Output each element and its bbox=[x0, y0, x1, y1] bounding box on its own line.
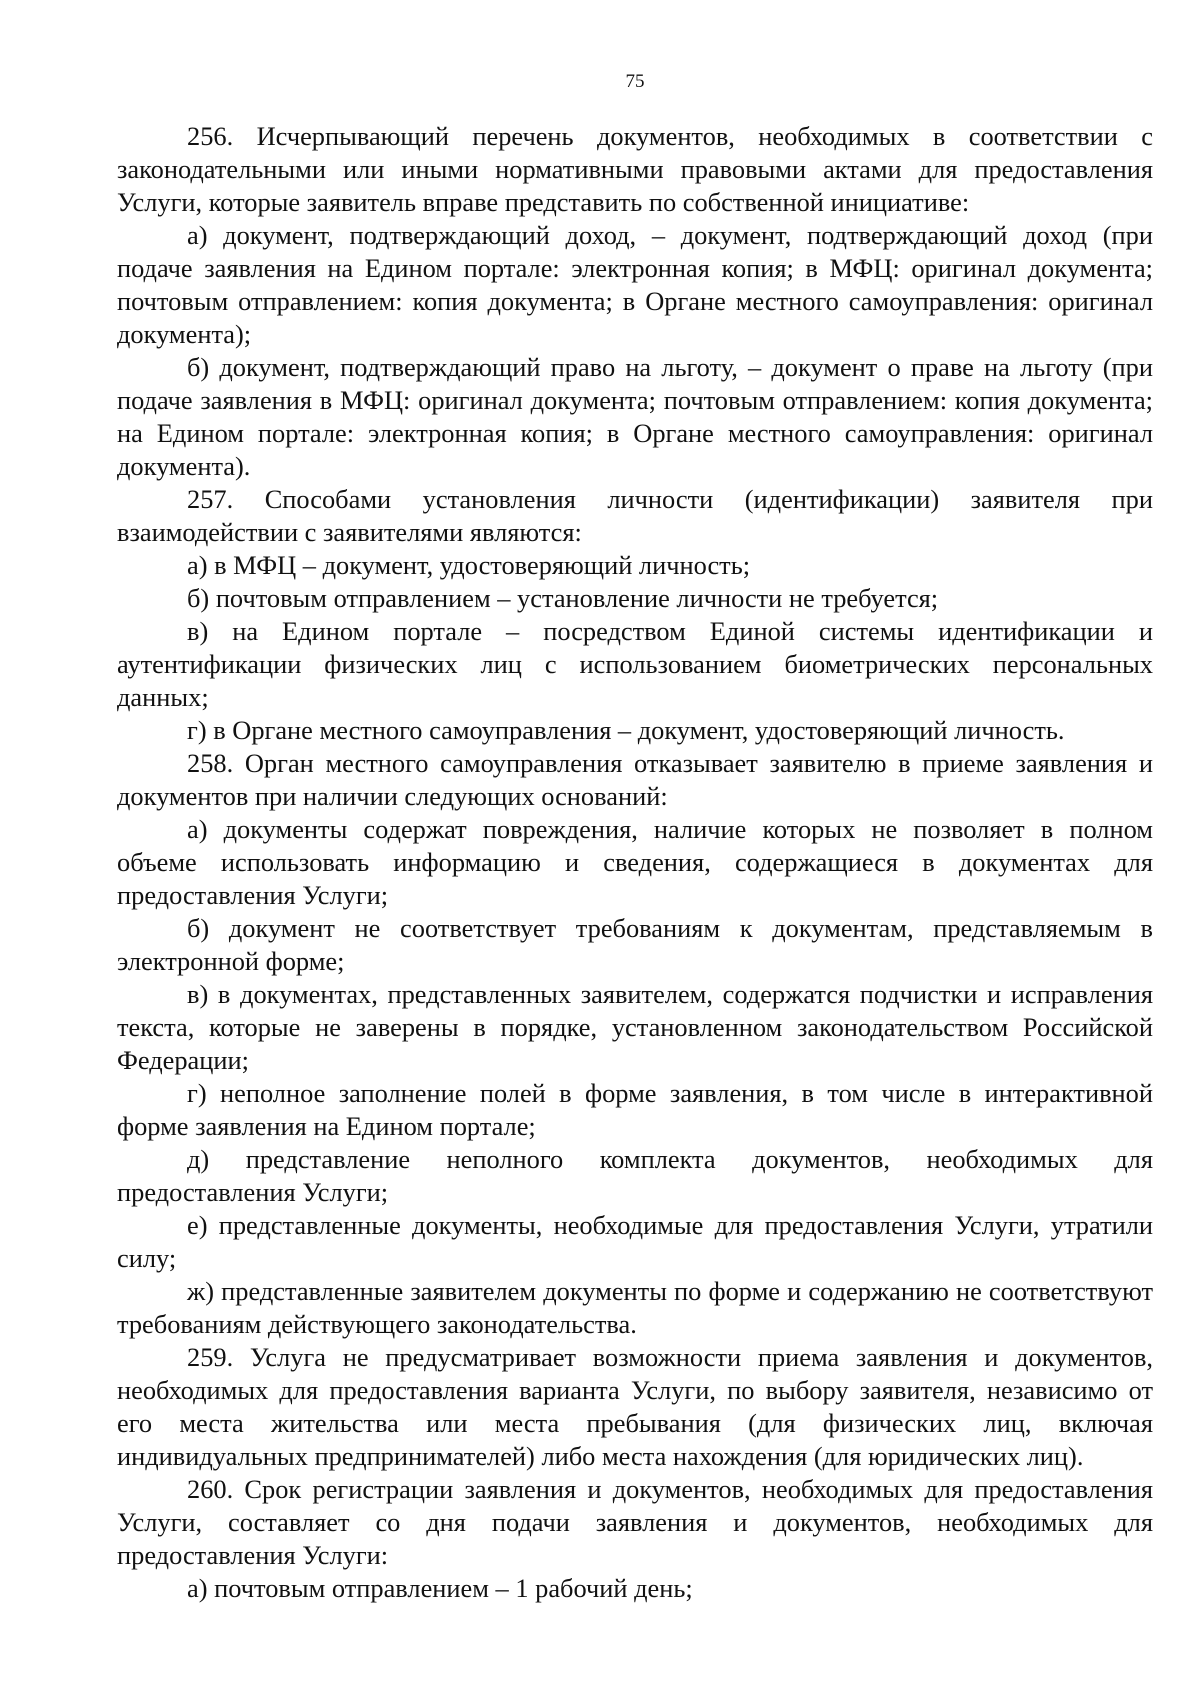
list-item-258-a: а) документы содержат повреждения, наличие которых не позволяет в полном объеме использовать информацию и сведения, содержащиеся в документах для предоставления Услуги; bbox=[117, 814, 1153, 910]
list-item-257-g: г) в Органе местного самоуправления – документ, удостоверяющий личность. bbox=[187, 715, 1065, 745]
list-item-256-b: б) документ, подтверждающий право на льготу, – документ о праве на льготу (при подаче заявления в МФЦ: оригинал документа; почтовым отправлением: копия документа; на Едином портале: электронная копия; в Органе местного самоуправления: оригинал документа). bbox=[117, 352, 1153, 481]
page-number: 75 bbox=[625, 71, 645, 92]
list-item-258-e: е) представленные документы, необходимые для предоставления Услуги, утратили силу; bbox=[117, 1210, 1153, 1273]
list-item-260-a: а) почтовым отправлением – 1 рабочий день; bbox=[187, 1573, 693, 1603]
list-item-256-a: а) документ, подтверждающий доход, – документ, подтверждающий доход (при подаче заявления на Едином портале: электронная копия; в МФЦ: оригинал документа; почтовым отправлением: копия документа; в Органе местного самоуправления: оригинал документа); bbox=[117, 220, 1153, 349]
paragraph-260: 260. Срок регистрации заявления и документов, необходимых для предоставления Услуги, составляет со дня подачи заявления и документов, необходимых для предоставления Услуги: bbox=[117, 1474, 1153, 1570]
list-item-258-v: в) в документах, представленных заявителем, содержатся подчистки и исправления текста, которые не заверены в порядке, установленном законодательством Российской Федерации; bbox=[117, 979, 1153, 1075]
list-item-258-g: г) неполное заполнение полей в форме заявления, в том числе в интерактивной форме заявления на Едином портале; bbox=[117, 1078, 1153, 1141]
list-item-258-zh: ж) представленные заявителем документы по форме и содержанию не соответствуют требованиям действующего законодательства. bbox=[117, 1276, 1153, 1339]
list-item-257-a: а) в МФЦ – документ, удостоверяющий личность; bbox=[187, 550, 751, 580]
paragraph-259: 259. Услуга не предусматривает возможности приема заявления и документов, необходимых для предоставления варианта Услуги, по выбору заявителя, независимо от его места жительства или места пребывания (для физических лиц, включая индивидуальных предпринимателей) либо места нахождения (для юридических лиц). bbox=[117, 1342, 1153, 1471]
paragraph-257: 257. Способами установления личности (идентификации) заявителя при взаимодействии с заявителями являются: bbox=[117, 484, 1153, 547]
list-item-258-b: б) документ не соответствует требованиям к документам, представляемым в электронной форме; bbox=[117, 913, 1153, 976]
list-item-257-b: б) почтовым отправлением – установление личности не требуется; bbox=[187, 583, 939, 613]
document-body bbox=[117, 120, 1153, 1605]
paragraph-258: 258. Орган местного самоуправления отказывает заявителю в приеме заявления и документов при наличии следующих оснований: bbox=[117, 748, 1153, 811]
list-item-258-d: д) представление неполного комплекта документов, необходимых для предоставления Услуги; bbox=[117, 1144, 1153, 1207]
list-item-257-v: в) на Едином портале – посредством Единой системы идентификации и аутентификации физических лиц с использованием биометрических персональных данных; bbox=[117, 616, 1153, 712]
paragraph-256: 256. Исчерпывающий перечень документов, необходимых в соответствии с законодательными или иными нормативными правовыми актами для предоставления Услуги, которые заявитель вправе представить по собственной инициативе: bbox=[117, 121, 1153, 217]
